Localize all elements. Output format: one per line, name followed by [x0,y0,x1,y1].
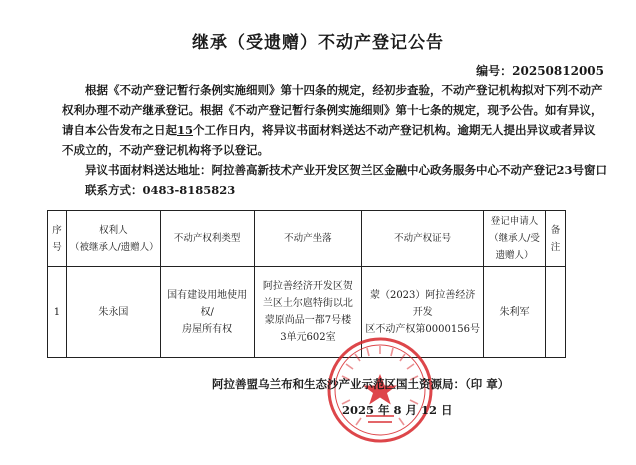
table-header-row [48,211,566,267]
header-seq: 序号 [48,211,67,267]
issuing-organization: 阿拉善盟乌兰布和生态沙产业示范区国土资源局：（印 章） [212,377,510,391]
cell-seq: 1 [48,267,67,358]
property-table [47,210,566,358]
document-number: 编号：20250812005 [476,64,604,78]
objection-days: 15 [177,123,194,137]
announcement-date: 2025 年 8 月 12 日 [342,403,453,417]
paragraph-line-3 [62,120,596,140]
header-type: 不动产权利类型 [160,211,254,267]
header-holder-line1: 权利人 [99,224,128,236]
cell-location-line4: 3单元602室 [280,332,336,343]
paragraph-line-3-pre: 请自本公告发布之日起 [62,123,177,137]
submission-address: 异议书面材料送达地址：阿拉善高新技术产业开发区贺兰区金融中心政务服务中心不动产登记23号窗口 [85,163,607,177]
cell-applicant: 朱利军 [484,267,546,358]
cell-cert-line1: 蒙（2023）阿拉善经济开发 [369,289,476,318]
header-applicant [484,211,546,267]
paragraph-line-1: 根据《不动产登记暂行条例实施细则》第十四条的规定，经初步查验，不动产登记机构拟对下列不动产 [85,83,603,97]
header-holder-line2: （被继承人/遗赠人） [69,241,159,253]
paragraph-line-2: 权利办理不动产继承登记。根据《不动产登记暂行条例实施细则》第十七条的规定，现予公告。如有异议， [62,103,603,117]
contact-phone: 联系方式：0483-8185823 [85,183,236,197]
header-location: 不动产坐落 [254,211,362,267]
cell-location-line3: 蒙原尚品一都7号楼 [264,315,352,326]
cell-location-line1: 阿拉善经济开发区贺 [262,281,353,292]
cell-type [160,267,254,358]
table-row [48,267,566,358]
cell-type-line2: 房屋所有权 [182,323,233,335]
cell-location-line2: 兰区土尔扈特街以北 [262,298,353,309]
announcement-title: 继承（受遗赠）不动产登记公告 [192,33,444,53]
header-cert: 不动产权证号 [362,211,484,267]
cell-remark [545,267,565,358]
cell-type-line1: 国有建设用地使用权/ [167,289,248,318]
header-applicant-line1: 登记申请人 [490,216,539,227]
announcement-body [62,80,607,200]
paragraph-line-3-post: 个工作日内，将异议书面材料送达不动产登记机构。逾期无人提出异议或者异议 [193,123,596,137]
header-remark: 备注 [545,211,565,267]
cell-cert-line2: 区不动产权第0000156号 [365,323,480,335]
cell-holder: 朱永国 [66,267,160,358]
header-holder [66,211,160,267]
paragraph-line-4: 不成立的，不动产登记机构将予以登记。 [62,143,269,157]
header-applicant-line2: （继承人/受遗赠人） [489,233,540,261]
